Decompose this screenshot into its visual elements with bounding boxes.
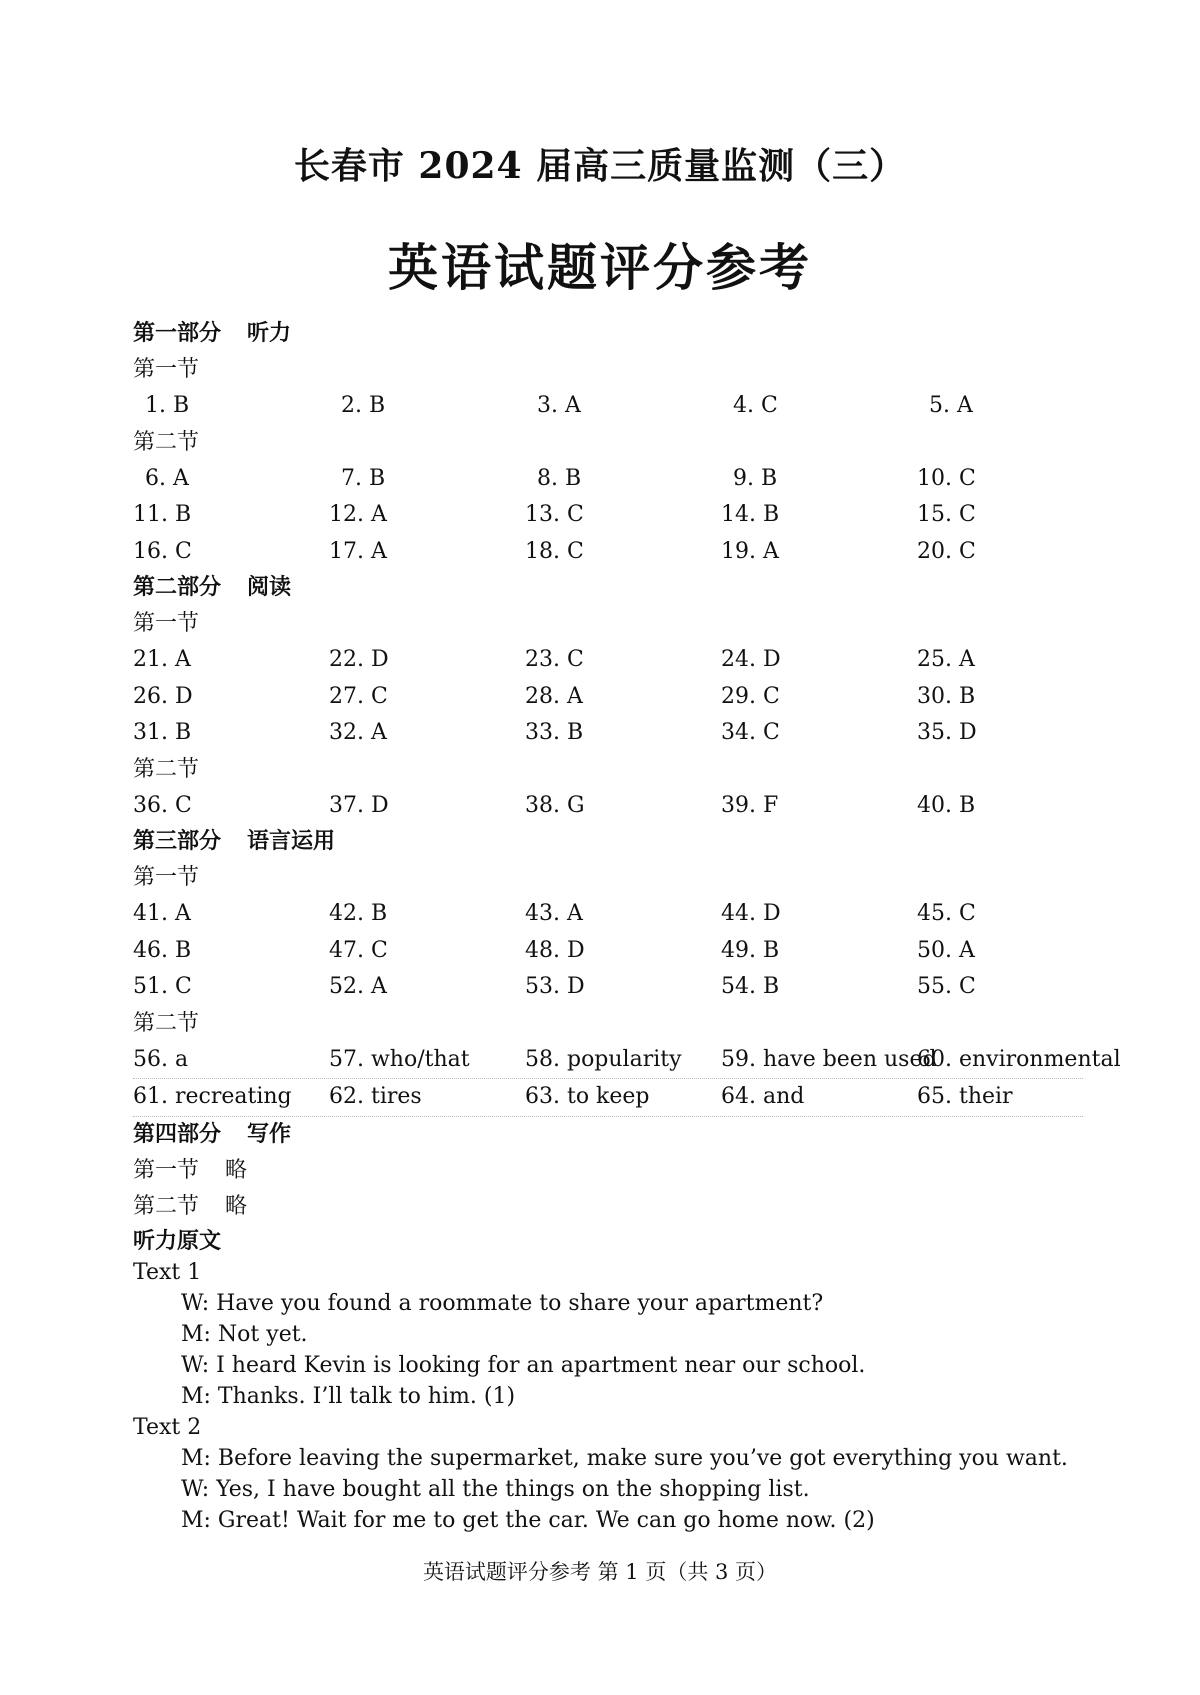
text-label: Text 1 bbox=[133, 1259, 202, 1285]
answer-row bbox=[133, 461, 1083, 498]
answer-item: 17. A bbox=[329, 538, 387, 564]
answer-row bbox=[133, 497, 1083, 534]
dialogue-line: M: Great! Wait for me to get the car. We can go home now. (2) bbox=[181, 1507, 875, 1533]
answer-row bbox=[133, 642, 1083, 679]
part-name: 第四部分 bbox=[133, 1121, 222, 1147]
answer-item: 19. A bbox=[721, 538, 779, 564]
part-topic: 写作 bbox=[247, 1121, 292, 1147]
answer-item: 58. popularity bbox=[525, 1046, 682, 1072]
answer-item: 30. B bbox=[917, 683, 976, 709]
answer-row bbox=[133, 715, 1083, 752]
part-heading-writing bbox=[133, 1117, 1083, 1153]
part-heading-listening bbox=[133, 316, 1083, 352]
section-name: 第一节 bbox=[133, 1157, 200, 1183]
answer-item: 33. B bbox=[525, 720, 584, 745]
section-heading: 第二节 bbox=[133, 429, 200, 455]
answer-item: 20. C bbox=[917, 538, 976, 564]
answer-row bbox=[133, 969, 1083, 1006]
section-heading bbox=[133, 1189, 1083, 1225]
page-footer: 英语试题评分参考 第 1 页（共 3 页） bbox=[422, 1560, 778, 1584]
answer-item: 40. B bbox=[917, 792, 976, 818]
answer-item: 54. B bbox=[721, 974, 780, 999]
answer-item: 26. D bbox=[133, 683, 193, 709]
answer-row bbox=[133, 1079, 1083, 1117]
answer-item: 27. C bbox=[329, 683, 388, 709]
answer-item: 4. C bbox=[733, 393, 778, 418]
part-name: 第一部分 bbox=[133, 321, 222, 346]
transcript-heading: 听力原文 bbox=[133, 1228, 222, 1254]
dialogue-line: M: Not yet. bbox=[181, 1321, 308, 1347]
answer-item: 23. C bbox=[525, 647, 584, 672]
answer-item: 48. D bbox=[525, 937, 585, 963]
answer-item: 6. A bbox=[145, 465, 189, 491]
answer-item: 44. D bbox=[721, 901, 781, 926]
answer-item: 47. C bbox=[329, 937, 388, 963]
answer-row bbox=[133, 933, 1083, 970]
answer-item: 46. B bbox=[133, 937, 192, 963]
answer-item: 15. C bbox=[917, 502, 976, 527]
dialogue-line: W: Yes, I have bought all the things on the shopping list. bbox=[181, 1476, 810, 1502]
answer-item: 21. A bbox=[133, 647, 191, 672]
answer-item: 2. B bbox=[341, 393, 386, 418]
answer-item: 61. recreating bbox=[133, 1084, 292, 1109]
answer-item: 41. A bbox=[133, 901, 191, 926]
answer-item: 29. C bbox=[721, 683, 780, 709]
answer-item: 7. B bbox=[341, 465, 386, 491]
answer-item: 49. B bbox=[721, 937, 780, 963]
answer-item: 24. D bbox=[721, 647, 781, 672]
answer-item: 13. C bbox=[525, 502, 584, 527]
part-topic: 听力 bbox=[247, 321, 292, 346]
section-heading: 第二节 bbox=[133, 756, 200, 782]
text-label: Text 2 bbox=[133, 1414, 202, 1440]
part-name: 第二部分 bbox=[133, 575, 222, 600]
dialogue-line: W: Have you found a roommate to share your apartment? bbox=[181, 1290, 824, 1316]
answer-item: 25. A bbox=[917, 647, 975, 672]
answer-item: 45. C bbox=[917, 901, 976, 926]
answer-row bbox=[133, 896, 1083, 933]
answer-item: 43. A bbox=[525, 901, 583, 926]
answer-item: 10. C bbox=[917, 465, 976, 491]
answer-item: 39. F bbox=[721, 792, 779, 818]
answer-content bbox=[133, 316, 1121, 1536]
answer-item: 65. their bbox=[917, 1084, 1013, 1109]
answer-item: 8. B bbox=[537, 465, 582, 491]
part-topic: 阅读 bbox=[247, 575, 292, 600]
exam-title: 长春市 2024 届高三质量监测（三） bbox=[293, 145, 907, 187]
answer-row bbox=[133, 679, 1083, 716]
answer-item: 18. C bbox=[525, 538, 584, 564]
part-heading-reading bbox=[133, 570, 1083, 606]
answer-item: 62. tires bbox=[329, 1084, 422, 1109]
answer-item: 34. C bbox=[721, 720, 780, 745]
dialogue-line: W: I heard Kevin is looking for an apartment near our school. bbox=[181, 1352, 866, 1378]
answer-item: 56. a bbox=[133, 1046, 189, 1072]
answer-item: 59. have been used bbox=[721, 1046, 937, 1072]
answer-item: 60. environmental bbox=[917, 1046, 1121, 1072]
answer-item: 32. A bbox=[329, 720, 387, 745]
answer-item: 3. A bbox=[537, 393, 581, 418]
answer-item: 31. B bbox=[133, 720, 192, 745]
section-heading: 第一节 bbox=[133, 611, 200, 636]
part-topic: 语言运用 bbox=[247, 829, 336, 854]
answer-item: 5. A bbox=[929, 393, 973, 418]
answer-item: 55. C bbox=[917, 974, 976, 999]
answer-row bbox=[133, 534, 1083, 571]
answer-row bbox=[133, 1042, 1121, 1080]
answer-item: 53. D bbox=[525, 974, 585, 999]
part-name: 第三部分 bbox=[133, 829, 222, 854]
answer-item: 42. B bbox=[329, 901, 388, 926]
dialogue-line: M: Before leaving the supermarket, make sure you’ve got everything you want. bbox=[181, 1445, 1068, 1471]
document-title: 英语试题评分参考 bbox=[388, 238, 812, 297]
answer-item: 11. B bbox=[133, 502, 192, 527]
answer-item: 63. to keep bbox=[525, 1084, 650, 1109]
part-heading-language-use bbox=[133, 824, 1083, 860]
answer-item: 28. A bbox=[525, 683, 583, 709]
answer-item: 9. B bbox=[733, 465, 778, 491]
answer-item: 36. C bbox=[133, 792, 192, 818]
answer-item: 37. D bbox=[329, 792, 389, 818]
section-heading: 第二节 bbox=[133, 1010, 200, 1036]
answer-item: 22. D bbox=[329, 647, 389, 672]
dialogue-line: M: Thanks. I’ll talk to him. (1) bbox=[181, 1383, 516, 1409]
answer-item: 35. D bbox=[917, 720, 977, 745]
answer-item: 38. G bbox=[525, 792, 585, 818]
section-heading bbox=[133, 1153, 1083, 1189]
answer-item: 14. B bbox=[721, 502, 780, 527]
answer-row bbox=[133, 788, 1083, 825]
section-name: 第二节 bbox=[133, 1193, 200, 1219]
section-note: 略 bbox=[225, 1193, 248, 1219]
answer-item: 52. A bbox=[329, 974, 387, 999]
answer-row bbox=[133, 388, 1083, 425]
answer-item: 1. B bbox=[145, 393, 190, 418]
answer-item: 50. A bbox=[917, 937, 975, 963]
section-heading: 第一节 bbox=[133, 357, 200, 382]
section-note: 略 bbox=[225, 1157, 248, 1183]
answer-item: 51. C bbox=[133, 974, 192, 999]
section-heading: 第一节 bbox=[133, 865, 200, 890]
answer-item: 12. A bbox=[329, 502, 387, 527]
answer-item: 16. C bbox=[133, 538, 192, 564]
answer-item: 64. and bbox=[721, 1084, 805, 1109]
answer-item: 57. who/that bbox=[329, 1046, 470, 1072]
